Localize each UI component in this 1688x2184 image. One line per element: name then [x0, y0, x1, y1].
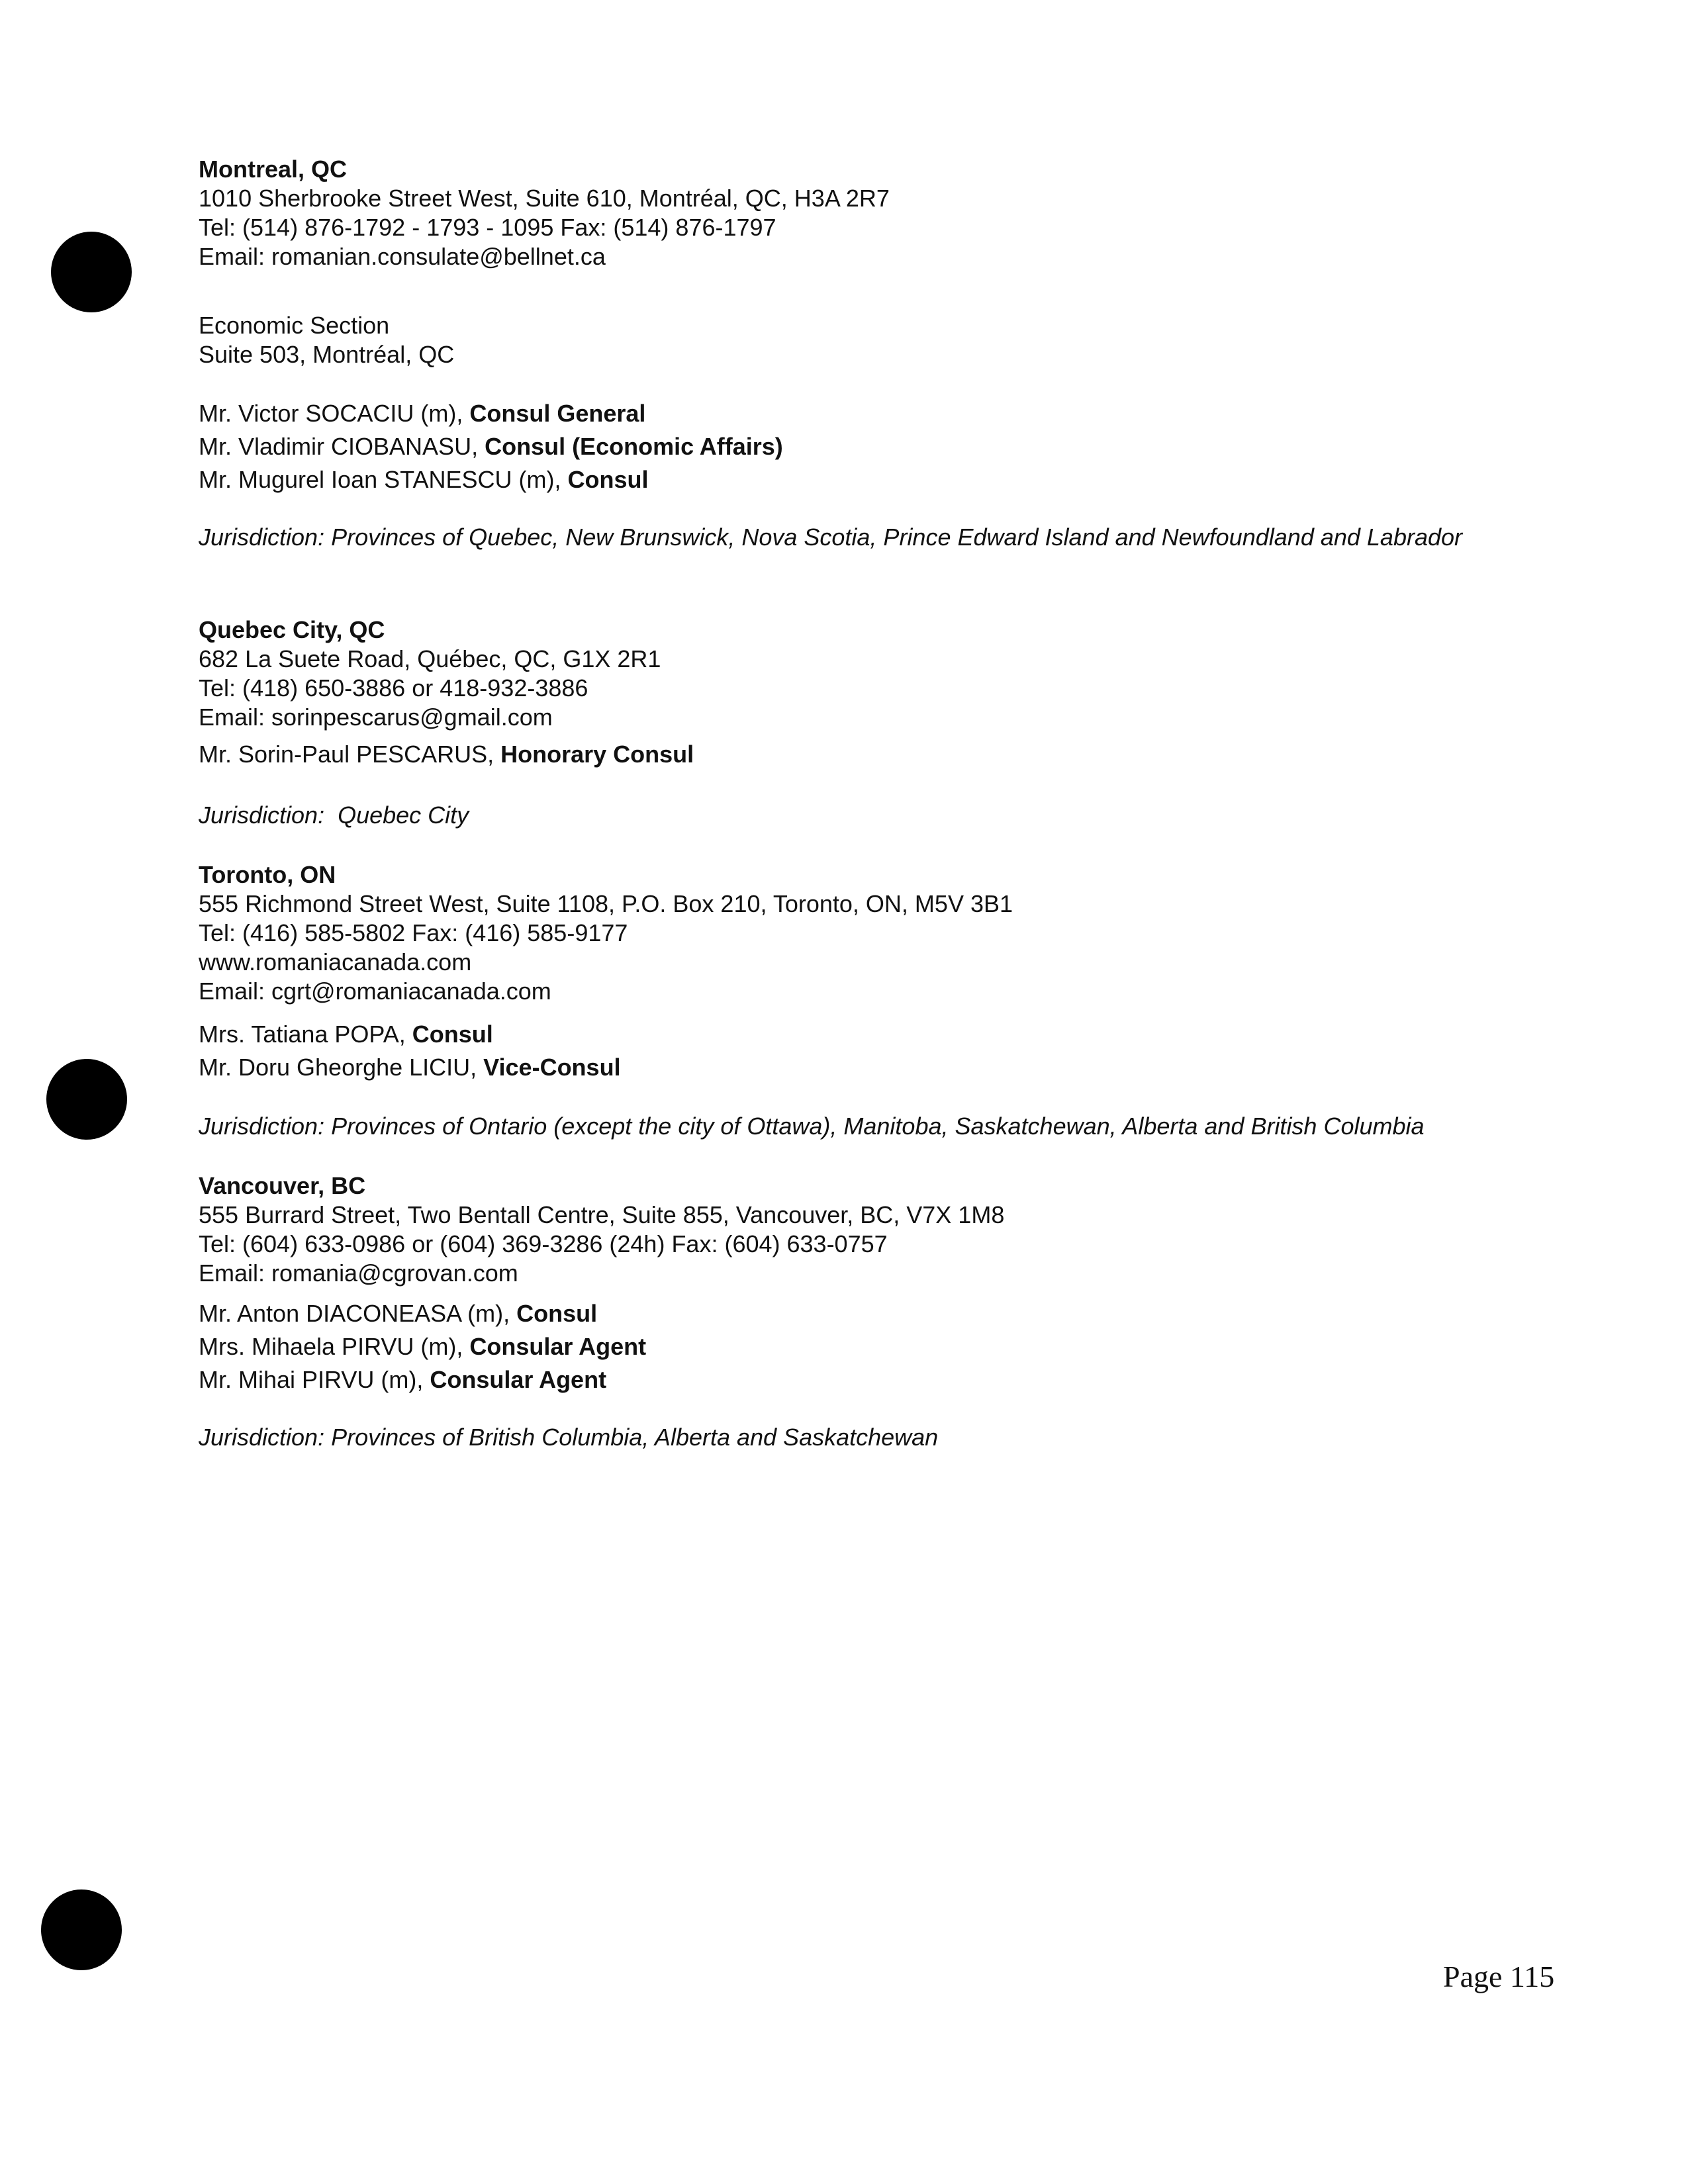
- staff-role: Consular Agent: [469, 1333, 647, 1360]
- section-title: Toronto, ON: [199, 861, 336, 888]
- vancouver-section: [199, 1171, 1004, 1288]
- quebec-staff: [199, 740, 694, 769]
- staff-name: Mr. Sorin-Paul PESCARUS,: [199, 741, 501, 768]
- staff-entry: [199, 740, 694, 769]
- jurisdiction-text: Provinces of Ontario (except the city of Ottawa), Manitoba, Saskatchewan, Alberta and British Columbia: [324, 1113, 1425, 1140]
- toronto-staff: [199, 1018, 621, 1084]
- staff-name: Mr. Vladimir CIOBANASU,: [199, 433, 485, 460]
- vancouver-jurisdiction: [199, 1423, 938, 1452]
- address: 555 Richmond Street West, Suite 1108, P.O. Box 210, Toronto, ON, M5V 3B1: [199, 890, 1013, 917]
- toronto-section: [199, 860, 1013, 1006]
- staff-role: Consul (Economic Affairs): [485, 433, 783, 460]
- jurisdiction-label: Jurisdiction:: [199, 1424, 325, 1451]
- phone-fax: Tel: (416) 585-5802 Fax: (416) 585-9177: [199, 919, 628, 946]
- staff-entry: [199, 1297, 646, 1330]
- email: Email: sorinpescarus@gmail.com: [199, 704, 553, 731]
- phone-fax: Tel: (514) 876-1792 - 1793 - 1095 Fax: (514) 876-1797: [199, 214, 776, 241]
- jurisdiction-label: Jurisdiction:: [199, 523, 325, 551]
- punch-hole: [41, 1889, 122, 1970]
- quebec-section: [199, 615, 661, 732]
- email: Email: cgrt@romaniacanada.com: [199, 978, 551, 1005]
- vancouver-staff: [199, 1297, 646, 1396]
- economic-section-address: Suite 503, Montréal, QC: [199, 341, 455, 368]
- section-title: Vancouver, BC: [199, 1172, 366, 1199]
- address: 682 La Suete Road, Québec, QC, G1X 2R1: [199, 645, 661, 672]
- staff-entry: [199, 1051, 621, 1084]
- address: 555 Burrard Street, Two Bentall Centre, Suite 855, Vancouver, BC, V7X 1M8: [199, 1201, 1005, 1228]
- staff-name: Mr. Doru Gheorghe LICIU,: [199, 1054, 484, 1081]
- address: 1010 Sherbrooke Street West, Suite 610, Montréal, QC, H3A 2R7: [199, 185, 890, 212]
- email: Email: romanian.consulate@bellnet.ca: [199, 243, 606, 270]
- staff-role: Honorary Consul: [500, 741, 694, 768]
- staff-role: Consular Agent: [430, 1366, 607, 1393]
- staff-name: Mr. Mugurel Ioan STANESCU (m),: [199, 466, 568, 493]
- staff-entry: [199, 1330, 646, 1363]
- email: Email: romania@cgrovan.com: [199, 1259, 518, 1287]
- montreal-economic-section: [199, 311, 454, 369]
- staff-entry: [199, 1363, 646, 1396]
- website: www.romaniacanada.com: [199, 948, 472, 976]
- jurisdiction-text: Provinces of Quebec, New Brunswick, Nova Scotia, Prince Edward Island and Newfoundland and Labrador: [324, 523, 1463, 551]
- staff-role: Consul: [567, 466, 649, 493]
- jurisdiction-text: Quebec City: [324, 801, 469, 829]
- staff-entry: [199, 1018, 621, 1051]
- staff-entry: [199, 397, 783, 430]
- quebec-jurisdiction: [199, 801, 469, 830]
- punch-hole: [46, 1059, 127, 1140]
- montreal-jurisdiction: [199, 523, 1462, 552]
- montreal-section: [199, 155, 890, 271]
- staff-entry: [199, 463, 783, 496]
- staff-role: Consul General: [469, 400, 646, 427]
- jurisdiction-label: Jurisdiction:: [199, 801, 325, 829]
- jurisdiction-label: Jurisdiction:: [199, 1113, 325, 1140]
- staff-entry: [199, 430, 783, 463]
- phone: Tel: (418) 650-3886 or 418-932-3886: [199, 674, 588, 702]
- toronto-jurisdiction: [199, 1112, 1425, 1141]
- staff-name: Mr. Victor SOCACIU (m),: [199, 400, 470, 427]
- staff-role: Consul: [412, 1021, 493, 1048]
- staff-name: Mr. Mihai PIRVU (m),: [199, 1366, 430, 1393]
- montreal-staff: [199, 397, 783, 496]
- section-title: Quebec City, QC: [199, 616, 385, 643]
- page-number: Page 115: [1443, 1960, 1555, 1993]
- punch-hole: [51, 232, 132, 312]
- economic-section-label: Economic Section: [199, 312, 390, 339]
- staff-name: Mrs. Mihaela PIRVU (m),: [199, 1333, 470, 1360]
- staff-name: Mr. Anton DIACONEASA (m),: [199, 1300, 517, 1327]
- staff-role: Vice-Consul: [483, 1054, 621, 1081]
- phone-fax: Tel: (604) 633-0986 or (604) 369-3286 (24h) Fax: (604) 633-0757: [199, 1230, 888, 1257]
- staff-role: Consul: [516, 1300, 598, 1327]
- jurisdiction-text: Provinces of British Columbia, Alberta and Saskatchewan: [324, 1424, 939, 1451]
- section-title: Montreal, QC: [199, 156, 348, 183]
- staff-name: Mrs. Tatiana POPA,: [199, 1021, 412, 1048]
